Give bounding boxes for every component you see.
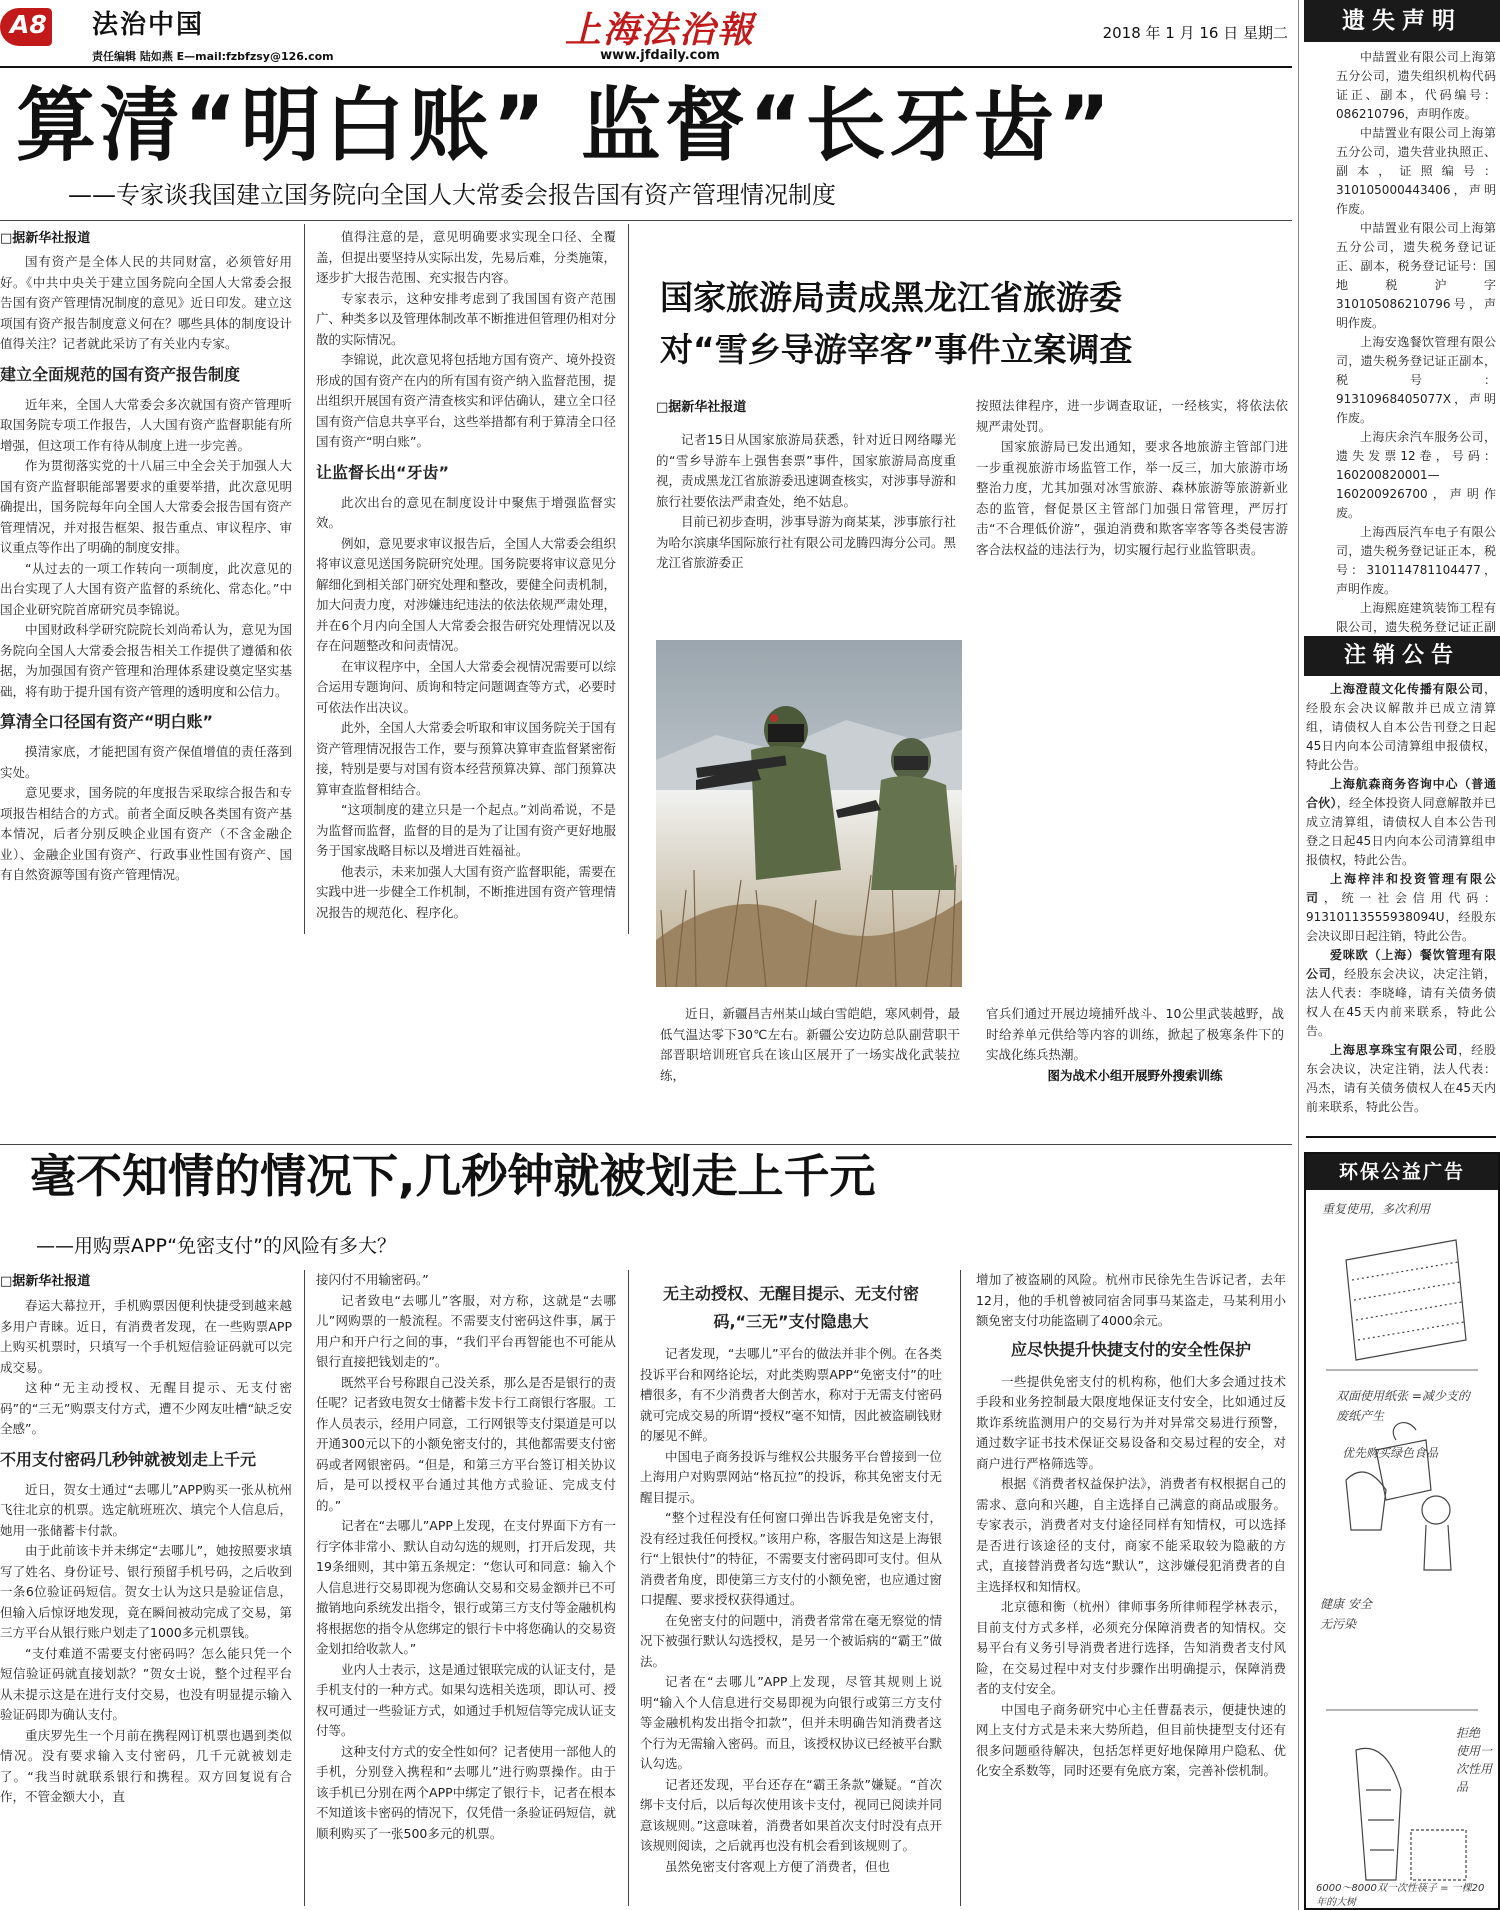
paragraph: 此外，全国人大常委会听取和审议国务院关于国有资产管理情况报告工作，要与预算决算审查监督紧密衔接，特别是要与对国有资本经营预算决算、部门预算决算审查监督相结合。 xyxy=(316,720,616,797)
section-title: 法治中国 xyxy=(92,10,205,40)
eco-ad-slogan-6: 6000～8000双一次性筷子 = 一棵20年的大树 xyxy=(1316,1883,1485,1908)
cancel-company-name: 上海梓沣和投资管理有限公司 xyxy=(1306,872,1496,905)
cancel-company-name: 上海思享珠宝有限公司 xyxy=(1330,1043,1459,1057)
training-photo xyxy=(656,640,962,987)
paragraph: 记者发现，“去哪儿”平台的做法并非个例。在各类投诉平台和网络论坛，对此类购票APP“免密支付”的吐槽很多，有不少消费者大倒苦水，称对于无需支付密码就可完成交易的所谓“授权”毫不知情，因此被盗刷钱财的屡见不鲜。 xyxy=(640,1346,942,1443)
paragraph: 目前已初步查明，涉事导游为商某某，涉事旅行社为哈尔滨康华国际旅行社有限公司龙腾四海分公司。黑龙江省旅游委正 xyxy=(656,514,956,570)
lost-notice-item: 上海西辰汽车电子有限公司，遗失税务登记证正本，税号：310114781104477，声明作废。 xyxy=(1336,525,1496,596)
page-number: A8 xyxy=(10,10,47,39)
eco-ad-slogan-3: 优先购买绿色食品 xyxy=(1342,1446,1439,1460)
cancel-notice-item: 上海思享珠宝有限公司，经股东会决议，决定注销，法人代表：冯杰，请有关债务债权人在45天内前来联系，特此公告。 xyxy=(1306,1043,1496,1114)
paragraph: 摸清家底，才能把国有资产保值增值的责任落到实处。 xyxy=(0,744,292,780)
paragraph: 春运大幕拉开，手机购票因便利快捷受到越来越多用户青睐。近日，有消费者发现，在一些购票APP上购买机票时，只填写一个手机短信验证码就可以完成交易。 xyxy=(0,1298,292,1375)
lead-source: □据新华社报道 xyxy=(0,231,91,246)
lost-notice-header: 遗失声明 xyxy=(1304,0,1500,42)
lost-notice-item: 上海庆余汽车服务公司，遗失发票12卷，号码：160200820001—160200926700，声明作废。 xyxy=(1336,430,1496,520)
tourism-col2 xyxy=(976,396,1288,598)
paragraph: 中国电子商务研究中心主任曹磊表示，便捷快速的网上支付方式是未来大势所趋，但目前快捷型支付还有很多问题亟待解决，包括怎样更好地保障用户隐私、优化安全系数等，同时还要有免底方案，完善补偿机制。 xyxy=(976,1701,1286,1778)
paragraph: 记者在“去哪儿”APP上发现，在支付界面下方有一行字体非常小、默认自动勾选的规则，打开后发现，共19条细则，其中第五条规定：“您认可和同意：输入个人信息进行交易即视为您确认交易和交易金额并已不可撤销地向系统发出指令，银行或第三方支付等金融机构将根据您的指令从您绑定的银行卡中将您确认的交易资金划扣给收款人。” xyxy=(316,1518,616,1656)
paragraph: 一些提供免密支付的机构称，他们大多会通过技术手段和业务控制最大限度地保证支付安全，比如通过反欺诈系统监测用户的交易行为并对异常交易进行预警，通过数字证书技术保证交易设备和交易过程的安全，对商户进行严格筛选等。 xyxy=(976,1373,1286,1471)
paragraph: 近日，贺女士通过“去哪儿”APP购买一张从杭州飞往北京的机票。选定航班班次、填完个人信息后，她用一张储蓄卡付款。 xyxy=(0,1481,292,1538)
cancel-notice-item: 上海澄葭文化传播有限公司，经股东会决议解散并已成立清算组，请债权人自本公告刊登之日起45日内向本公司清算组申报债权，特此公告。 xyxy=(1306,682,1496,772)
subheading: 算清全口径国有资产“明白账” xyxy=(0,712,214,731)
cancel-notice-item: 上海梓沣和投资管理有限公司，统一社会信用代码：91310113555938094U，经股东会决议即日起注销，特此公告。 xyxy=(1306,872,1496,943)
paragraph: 作为贯彻落实党的十八届三中全会关于加强人大国有资产监督职能部署要求的重要举措，此次意见明确提出，国务院每年向全国人大常委会报告国有资产管理情况，并对报告框架、报告重点、审议程序、审议重点等作出了明确的制度安排。 xyxy=(0,458,292,555)
paragraph: 他表示，未来加强人大国有资产监督职能，需要在实践中进一步健全工作机制，不断推进国有资产管理情况报告的规范化、程序化。 xyxy=(316,863,616,920)
website: www.jfdaily.com xyxy=(600,48,720,63)
cancel-company-name: 上海澄葭文化传播有限公司 xyxy=(1330,682,1484,696)
paragraph: 意见要求，国务院的年度报告采取综合报告和专项报告相结合的方式。前者全面反映各类国有资产基本情况，后者分别反映企业国有资产（不含金融企业）、金融企业国有资产、行政事业性国有资产、国有自然资源等国有资产管理情况。 xyxy=(0,785,292,882)
subheading: 让监督长出“牙齿” xyxy=(316,462,450,482)
paragraph: 国家旅游局已发出通知，要求各地旅游主管部门进一步重视旅游市场监管工作，举一反三，加大旅游市场整治力度，尤其加强对冰雪旅游、森林旅游等旅游新业态的监管，督促景区主管部门加强日常管理，严厉打击“不合理低价游”，强迫消费和欺客宰客等各类侵害游客合法权益的违法行为，切实履行起行业监管职责。 xyxy=(976,439,1288,557)
tourism-headline-1: 国家旅游局责成黑龙江省旅游委 xyxy=(660,278,1122,317)
lost-notice-item: 中喆置业有限公司上海第五分公司，遗失组织机构代码证正、副本，代码编号：086210796，声明作废。 xyxy=(1336,50,1496,121)
app-col1 xyxy=(0,1296,292,1906)
paragraph: 按照法律程序，进一步调查取证，一经核实，将依法依规严肃处罚。 xyxy=(976,398,1288,434)
paper-name: 上海法治報 xyxy=(564,9,755,51)
paragraph: 记者致电“去哪儿”客服，对方称，这就是“去哪儿”网购票的一般流程。不需要支付密码这件事，属于用户和开户行之间的事，“我们平台再智能也不可能从银行直接把钱划走的”。 xyxy=(316,1292,616,1369)
lead-rule xyxy=(0,220,1292,221)
paragraph: 这种“无主动授权、无醒目提示、无支付密码”的“三无”购票支付方式，遭不少网友吐槽“缺乏安全感”。 xyxy=(0,1380,292,1436)
lost-notice-item: 中喆置业有限公司上海第五分公司，遗失税务登记证正、副本，税务登记证号：国地税沪字310105086210796号，声明作废。 xyxy=(1336,221,1496,330)
app-subhead: ——用购票APP“免密支付”的风险有多大？ xyxy=(36,1235,396,1257)
eco-ad-slogan-5: 拒绝 使用一次性用品 xyxy=(1456,1726,1493,1794)
tourism-col1 xyxy=(656,430,956,600)
paragraph: 例如，意见要求审议报告后，全国人大常委会组织将审议意见送国务院研究处理。国务院要将审议意见分解细化到相关部门研究处理和整改，要健全问责机制，加大问责力度，对涉嫌违纪违法的依法依规严肃处理，并在6个月内向全国人大常委会报告研究处理情况以及存在问题整改和问责情况。 xyxy=(316,535,616,653)
paragraph: “支付难道不需要支付密码吗？怎么能只凭一个短信验证码就直接划款？”贺女士说，整个过程平台从未提示这是在进行支付交易，也没有明显提示输入验证码即为确认支付。 xyxy=(0,1645,292,1722)
paragraph: 既然平台号称跟自己没关系，那么是否是银行的责任呢？记者致电贺女士储蓄卡发卡行工商银行客服。工作人员表示，经用户同意，工行网银等支付渠道是可以开通300元以下的小额免密支付的，其他都需要支付密码或者网银密码。“但是，和第三方平台签订相关协议后，是可以授权平台通过其他方式验证、完成支付的。” xyxy=(316,1374,616,1513)
app-source: □据新华社报道 xyxy=(0,1274,91,1289)
sidebar-divider xyxy=(1298,0,1299,1910)
paragraph: 中国电子商务投诉与维权公共服务平台曾接到一位上海用户对购票网站“格瓦拉”的投诉，称其免密支付无醒目提示。 xyxy=(640,1448,942,1505)
paragraph: “从过去的一项工作转向一项制度，此次意见的出台实现了人大国有资产监督的系统化、常态化。”中国企业研究院首席研究员李锦说。 xyxy=(0,560,292,617)
paragraph: 记者15日从国家旅游局获悉，针对近日网络曝光的“雪乡导游车上强售套票”事件，国家旅游局高度重视，责成黑龙江省旅游委迅速调查核实，对涉事导游和旅行社要依法严肃查处，绝不姑息。 xyxy=(656,432,956,509)
paragraph: 值得注意的是，意见明确要求实现全口径、全覆盖，但提出要坚持从实际出发，先易后难，分类施策，逐步扩大报告范围、充实报告内容。 xyxy=(316,229,616,285)
lost-notice-item: 上海安逸餐饮管理有限公司，遗失税务登记证正副本，税号：91310968405077X，声明作废。 xyxy=(1336,335,1496,425)
lead-headline: 算清“明白账” 监督“长牙齿” xyxy=(16,79,1115,172)
tourism-headline-2: 对“雪乡导游宰客”事件立案调查 xyxy=(660,330,1133,369)
cancel-notice-item: 上海航森商务咨询中心（普通合伙），经全体投资人同意解散并已成立清算组，请债权人自本公告刊登之日起45日内向本公司清算组申报债权，特此公告。 xyxy=(1306,777,1496,867)
subheading: 建立全面规范的国有资产报告制度 xyxy=(0,364,241,384)
paragraph: 在审议程序中，全国人大常委会视情况需要可以综合运用专题询问、质询和特定问题调查等方式，必要时可依法作出决议。 xyxy=(316,658,616,715)
col-divider xyxy=(628,224,629,934)
paragraph: 接闪付不用输密码。” xyxy=(316,1272,429,1287)
lost-notice-item: 上海熙庭建筑装饰工程有限公司，遗失税务登记证正副 xyxy=(1336,601,1496,634)
cancel-notice-item: 爱咪欧（上海）餐饮管理有限公司，经股东会决议，决定注销，法人代表：李晓峰，请有关债务债权人在45天内前来联系，特此公告。 xyxy=(1306,948,1496,1038)
paragraph: 北京德和衡（杭州）律师事务所律师程学林表示，目前支付方式多样，必须充分保障消费者的知情权。交易平台有义务引导消费者进行选择，告知消费者支付风险，在交易过程中对支付步骤作出明确提示，保障消费者的支付安全。 xyxy=(976,1599,1286,1696)
paragraph: “这项制度的建立只是一个起点。”刘尚希说，不是为监督而监督，监督的目的是为了让国有资产更好地服务于国家战略目标以及增进百姓福祉。 xyxy=(316,802,616,858)
paragraph: 虽然免密支付客观上方便了消费者，但也 xyxy=(665,1858,891,1874)
paragraph: 由于此前该卡并未绑定“去哪儿”，她按照要求填写了姓名、身份证号、银行预留手机号码，之后收到一条6位验证码短信。贺女士认为这只是验证信息，但输入后惊讶地发现，竟在瞬间被动完成了交易，第三方平台从银行账户划走了1000多元机票钱。 xyxy=(0,1543,292,1640)
col-divider xyxy=(304,224,305,934)
paragraph: 专家表示，这种安排考虑到了我国国有资产范围广、种类多以及管理体制改革不断推进但管理仍相对分散的实际情况。 xyxy=(316,290,616,347)
lost-notice-item: 中喆置业有限公司上海第五分公司，遗失营业执照正、副本，证照编号：310105000443406，声明作废。 xyxy=(1336,126,1496,216)
subheading: 应尽快提升快捷支付的安全性保护 xyxy=(1010,1339,1251,1359)
lost-notice-list xyxy=(1336,48,1496,636)
paragraph: 这种支付方式的安全性如何？记者使用一部他人的手机，分别登入携程和“去哪儿”进行购票操作。由于该手机已分别在两个APP中绑定了银行卡，记者在根本不知道该卡密码的情况下，仅凭借一条验证码短信，就顺利购买了一张500多元的机票。 xyxy=(316,1743,616,1841)
masthead xyxy=(0,0,1292,66)
photo-caption-col2: 官兵们通过开展边境捕歼战斗、10公里武装越野，战时给养单元供给等内容的训练，掀起了极寒条件下的实战化练兵热潮。 xyxy=(986,1006,1284,1062)
editor-line: 责任编辑 陆如燕 E—mail:fzbfzsy@126.com xyxy=(92,50,334,63)
issue-date: 2018 年 1 月 16 日 星期二 xyxy=(1102,24,1288,42)
tourism-source: □据新华社报道 xyxy=(656,400,747,415)
col-divider xyxy=(304,1270,305,1906)
eco-ad-illustration xyxy=(1306,1190,1498,1910)
eco-ad-slogan-4: 健康 安全 无污染 xyxy=(1320,1597,1372,1631)
paragraph: 记者在“去哪儿”APP上发现，尽管其规则上说明“输入个人信息进行交易即视为向银行或第三方支付等金融机构发出指令扣款”，但并未明确告知消费者这个行为无需输入密码。而且，该授权协议已经被平台默认勾选。 xyxy=(640,1674,942,1771)
eco-ad xyxy=(1304,1152,1500,1910)
app-col3 xyxy=(640,1276,942,1906)
subheading: 不用支付密码几秒钟就被划走上千元 xyxy=(0,1449,257,1469)
app-headline: 毫不知情的情况下,几秒钟就被划走上千元 xyxy=(30,1149,876,1203)
subheading: 无主动授权、无醒目提示、无支付密码,“三无”支付隐患大 xyxy=(662,1284,919,1331)
section-rule xyxy=(0,1144,1292,1145)
paragraph: 在免密支付的问题中，消费者常常在毫无察觉的情况下被强行默认勾选授权，是另一个被诟病的“霸王”做法。 xyxy=(640,1612,942,1669)
col-divider xyxy=(628,1270,629,1906)
app-col4 xyxy=(976,1270,1286,1906)
cancel-company-name: 上海航森商务咨询中心（普通合伙） xyxy=(1306,777,1496,810)
cancel-company-name: 爱咪欧（上海）餐饮管理有限公司 xyxy=(1306,948,1496,981)
paragraph: 国有资产是全体人民的共同财富，必须管好用好。《中共中央关于建立国务院向全国人大常委会报告国有资产管理情况制度的意见》近日印发。建立这项国有资产报告制度意义何在？哪些具体的制度设计值得关注？记者就此采访了有关业内专家。 xyxy=(0,254,292,351)
lead-col1 xyxy=(0,252,292,934)
photo-caption-col1: 近日，新疆昌吉州某山域白雪皑皑，寒风刺骨，最低气温达零下30℃左右。新疆公安边防总队副营职干部晋职培训班官兵在该山区展开了一场实战化武装拉练， xyxy=(660,1006,961,1083)
eco-ad-slogan-1: 重复使用，多次利用 xyxy=(1322,1202,1431,1216)
paragraph: 记者还发现，平台还存在“霸王条款”嫌疑。“首次绑卡支付后，以后每次使用该卡支付，视同已阅读并同意该规则。”这意味着，消费者如果首次支付时没有点开该规则阅读，之后就再也没有机会看到该规则了。 xyxy=(640,1776,942,1853)
photo-credit: 图为战术小组开展野外搜索训练 xyxy=(1047,1068,1223,1083)
masthead-rule xyxy=(0,66,1292,68)
paragraph: 根据《消费者权益保护法》，消费者有权根据自己的需求、意向和兴趣，自主选择自己满意的商品或服务。专家表示，消费者对支付途径同样有知情权，可以选择是否进行该途径的支付，商家不能采取较为隐蔽的方式，直接替消费者勾选“默认”，这涉嫌侵犯消费者的自主选择权和知情权。 xyxy=(976,1476,1286,1594)
paragraph: 增加了被盗刷的风险。杭州市民徐先生告诉记者，去年12月，他的手机曾被同宿舍同事马某盗走，马某利用小额免密支付功能盗刷了4000余元。 xyxy=(976,1272,1286,1328)
cancel-notice-list xyxy=(1306,680,1496,1138)
eco-ad-header: 环保公益广告 xyxy=(1306,1154,1498,1190)
cancel-notice-header: 注销公告 xyxy=(1304,636,1500,676)
col-divider xyxy=(960,1270,961,1906)
app-col2 xyxy=(316,1270,616,1906)
lead-col2 xyxy=(316,227,616,934)
paragraph: “整个过程没有任何窗口弹出告诉我是免密支付，没有经过我任何授权。”该用户称，客服告知这是上海银行“上银快付”的特征，不需要支付密码即可支付。但从消费者角度，即使第三方支付的小额免密，也应通过窗口提醒、要求授权获得通过。 xyxy=(640,1510,942,1607)
eco-ad-slogan-2: 双面使用纸张 =减少支的废纸产生 xyxy=(1336,1389,1470,1423)
paragraph: 近年来，全国人大常委会多次就国有资产管理听取国务院专项工作报告，人大国有资产监督职能有所增强，但这项工作有待从制度上进一步完善。 xyxy=(0,396,292,453)
lead-subhead: ——专家谈我国建立国务院向全国人大常委会报告国有资产管理情况制度 xyxy=(68,181,836,209)
paragraph: 李锦说，此次意见将包括地方国有资产、境外投资形成的国有资产在内的所有国有资产纳入监督范围，提出组织开展国有资产清查核实和评估确认，建立全口径国有资产信息共享平台，这些举措都有利于算清全口径国有资产“明白账”。 xyxy=(316,352,616,449)
photo-frame xyxy=(656,640,962,987)
paragraph: 此次出台的意见在制度设计中聚焦于增强监督实效。 xyxy=(316,494,616,530)
page-number-badge xyxy=(0,8,66,46)
paragraph: 重庆罗先生一个月前在携程网订机票也遇到类似情况。没有要求输入支付密码，几千元就被划走了。“我当时就联系银行和携程。双方回复说有合作，不管金额大小，直 xyxy=(0,1727,292,1804)
paragraph: 中国财政科学研究院院长刘尚希认为，意见为国务院向全国人大常委会报告相关工作提供了遵循和依据，为加强国有资产管理和治理体系建设奠定坚实基础，将有助于提升国有资产管理的透明度和公信力。 xyxy=(0,622,292,699)
paragraph: 业内人士表示，这是通过银联完成的认证支付，是手机支付的一种方式。如果勾选相关选项，即认可、授权可通过一些验证方式，如通过手机短信等完成认证支付等。 xyxy=(316,1661,616,1738)
